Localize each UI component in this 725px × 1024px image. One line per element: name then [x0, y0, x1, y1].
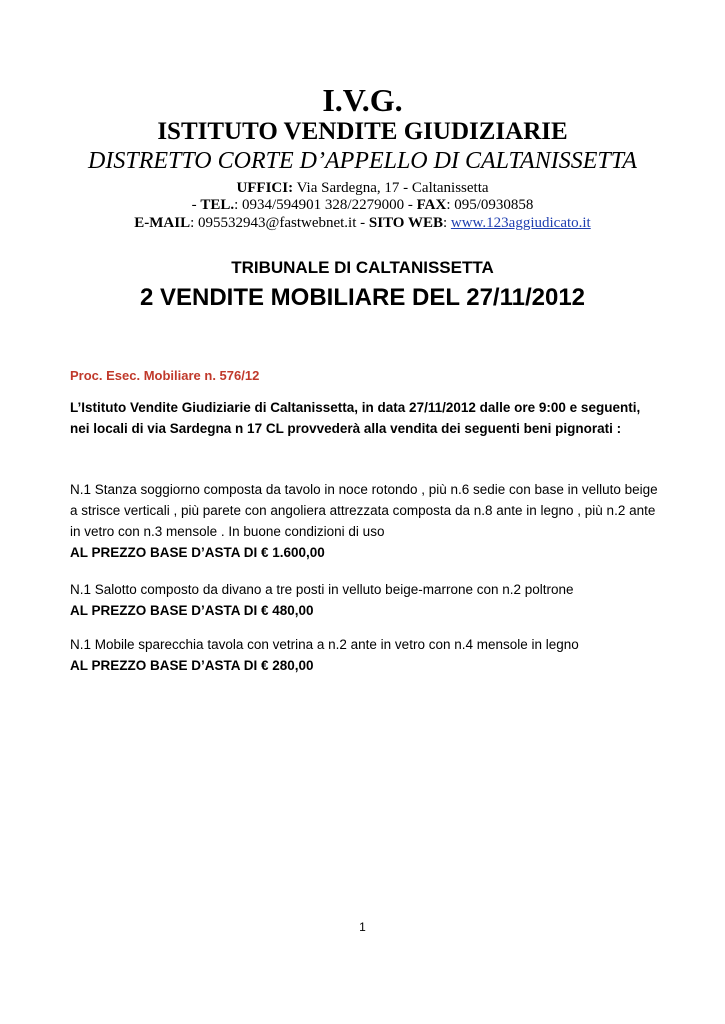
sale-item — [70, 479, 660, 563]
sales-title: 2 VENDITE MOBILIARE DEL 27/11/2012 — [139, 284, 586, 311]
offices-address: Via Sardegna, 17 - Caltanissetta — [293, 180, 489, 196]
court-name: TRIBUNALE DI CALTANISSETTA — [231, 258, 494, 277]
item-description: N.1 Mobile sparecchia tavola con vetrina a n.2 ante in vetro con n.4 mensole in legno — [70, 637, 579, 652]
contact-phone-line — [0, 197, 725, 214]
sale-item — [70, 579, 660, 621]
institute-name: ISTITUTO VENDITE GIUDIZIARIE — [157, 118, 568, 145]
item-price: AL PREZZO BASE D’ASTA DI € 1.600,00 — [70, 545, 325, 560]
sale-item — [70, 634, 660, 676]
intro-paragraph: L’Istituto Vendite Giudiziarie di Caltanissetta, in data 27/11/2012 dalle ore 9:00 e seguenti, nei locali di via Sardegna n 17 CL provvederà alla vendita dei seguenti beni pignorati : — [70, 400, 641, 436]
email-label: E-MAIL — [134, 215, 191, 231]
fax-label: FAX — [416, 197, 447, 213]
website-link[interactable]: www.123aggiudicato.it — [450, 215, 591, 231]
email-value: : 095532943@fastwebnet.it - — [190, 215, 369, 231]
item-price: AL PREZZO BASE D’ASTA DI € 280,00 — [70, 658, 314, 673]
page-number: 1 — [359, 920, 366, 934]
item-description: N.1 Stanza soggiorno composta da tavolo in noce rotondo , più n.6 sedie con base in velluto beige a strisce verticali , più parete con angoliera attrezzata composta da n.8 ante in legno , più n.2 ante in vetro con n.3 mensole . In buone condizioni di uso — [70, 482, 658, 539]
tel-prefix: - — [191, 197, 201, 213]
item-price: AL PREZZO BASE D’ASTA DI € 480,00 — [70, 603, 314, 618]
web-label: SITO WEB — [368, 215, 443, 231]
offices-label: UFFICI: — [236, 180, 294, 196]
district-line: DISTRETTO CORTE D’APPELLO DI CALTANISSETTA — [88, 148, 637, 174]
item-description: N.1 Salotto composto da divano a tre posti in velluto beige-marrone con n.2 poltrone — [70, 582, 574, 597]
offices-line — [0, 180, 725, 197]
fax-value: : 095/0930858 — [446, 197, 534, 213]
contact-email-line — [0, 215, 725, 232]
procedure-number: Proc. Esec. Mobiliare n. 576/12 — [70, 368, 260, 383]
acronym-title: I.V.G. — [322, 82, 403, 118]
tel-label: TEL. — [200, 197, 235, 213]
tel-value: : 0934/594901 328/2279000 - — [234, 197, 417, 213]
web-separator: : — [442, 215, 451, 231]
